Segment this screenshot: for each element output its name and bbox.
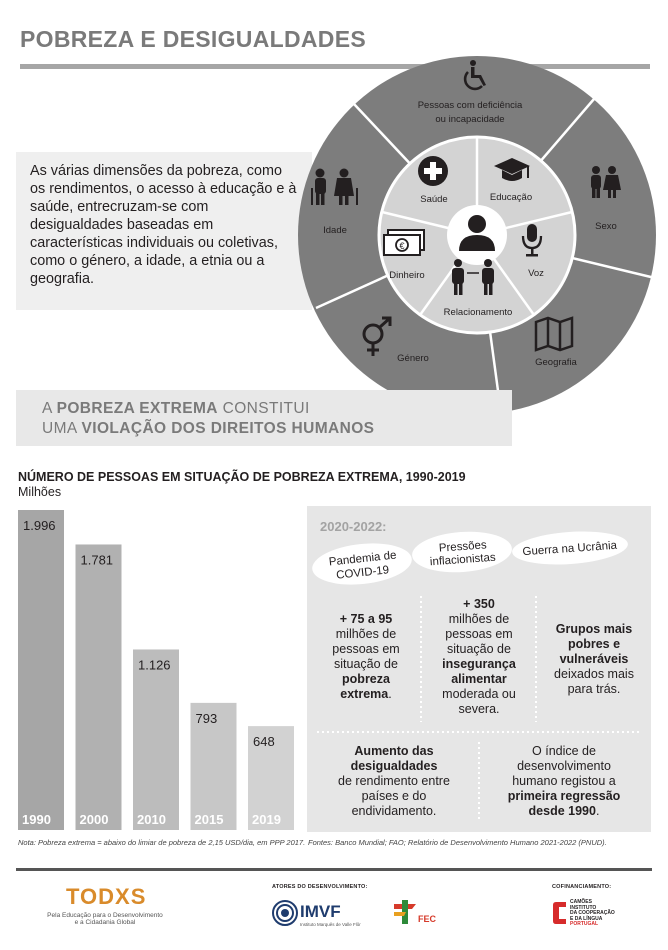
todxs-logo: TODXS	[66, 884, 147, 909]
category-label-2015: 2015	[194, 812, 224, 827]
wheel-label-relationship: Relacionamento	[443, 307, 513, 318]
imvf-logo-icon	[272, 900, 298, 926]
sources-note: Fontes: Banco Mundial; FAO; Relatório de Desenvolvimento Humano 2021-2022 (PNUD).	[308, 838, 607, 847]
stat-inequalities: Aumento das desigualdades de rendimento entre países e do endividamento.	[338, 744, 450, 818]
cofinancing-label: COFINANCIAMENTO:	[552, 884, 612, 890]
svg-text:€: €	[399, 241, 405, 251]
stat-hdi: O índice de desenvolvimento humano registou a primeira regressão desde 1990.	[507, 744, 621, 818]
value-label-2000: 1.781	[80, 552, 114, 568]
bubble-inflation-l2: inflacionistas	[429, 551, 497, 569]
banknote-icon	[384, 230, 424, 255]
intro-text: As várias dimensões da pobreza, como os rendimentos, o acesso à educação e à saúde, entrecruzam-se com desigualdades baseadas em características individuais ou coletivas, como o género, a idade, a etnia ou a geografia.	[30, 163, 297, 287]
page-title: POBREZA E DESIGUALDADES	[20, 26, 366, 52]
todxs-tagline: Pela Educação para o Desenvolvimento e a Cidadania Global	[47, 912, 163, 926]
bar-2010	[133, 649, 179, 830]
banner-line-2: UMA VIOLAÇÃO DOS DIREITOS HUMANOS	[42, 420, 375, 437]
camoes-logo-icon	[552, 900, 568, 926]
bubble-ukraine-l1: Guerra na Ucrânia	[522, 539, 618, 559]
stat-food-insecurity: + 350 milhões de pessoas em situação de insegurança alimentar moderada ou severa.	[442, 597, 516, 716]
stat-vulnerable-groups: Grupos mais pobres e vulneráveis deixados mais para trás.	[554, 622, 634, 696]
value-label-2010: 1.126	[138, 657, 171, 673]
bubble-inflation-l1: Pressões	[438, 539, 488, 555]
imvf-subtitle: Instituto Marquês de Valle Flôr	[300, 922, 361, 927]
imvf-logo-text: IMVF	[300, 902, 341, 921]
fec-logo-text: FEC	[418, 914, 436, 924]
bar-1990	[18, 510, 64, 830]
footer-divider	[16, 868, 652, 871]
wheel-label-voice: Voz	[528, 268, 544, 279]
category-label-2019: 2019	[252, 812, 281, 827]
chart-note: Nota: Pobreza extrema = abaixo do limiar de pobreza de 2,15 USD/dia, em PPP 2017.	[18, 838, 306, 847]
crisis-bubbles	[307, 530, 651, 590]
fec-logo-icon	[392, 896, 418, 926]
category-label-2010: 2010	[137, 812, 166, 827]
banner-line-1: A POBREZA EXTREMA CONSTITUI	[42, 400, 310, 417]
chart-title: NÚMERO DE PESSOAS EM SITUAÇÃO DE POBREZA EXTREMA, 1990-2019	[18, 470, 466, 484]
actors-label: ATORES DO DESENVOLVIMENTO:	[272, 884, 368, 890]
wheel-label-gender: Género	[397, 353, 429, 364]
wheel-label-sex: Sexo	[595, 221, 617, 232]
camoes-logo-text: CAMÕES INSTITUTO DA COOPERAÇÃO E DA LÍNGUA PORTUGAL	[570, 899, 615, 928]
wheel-label-money: Dinheiro	[389, 270, 425, 281]
wheel-label-age: Idade	[323, 225, 347, 236]
wheel-label-education: Educação	[489, 192, 533, 203]
dimensions-wheel	[296, 54, 658, 416]
bubble-covid-l2: COVID-19	[335, 564, 390, 582]
wheel-label-disability-1: Pessoas com deficiência	[417, 100, 523, 111]
category-label-2000: 2000	[79, 812, 109, 827]
chart-ylabel: Milhões	[18, 485, 62, 499]
health-cross-icon	[418, 156, 448, 186]
value-label-2019: 648	[253, 734, 275, 750]
bar-2000	[76, 544, 122, 830]
wheel-label-health: Saúde	[420, 194, 448, 205]
panel-period: 2020-2022:	[320, 519, 387, 534]
value-label-2015: 793	[195, 710, 218, 726]
bubble-covid-l1: Pandemia de	[328, 549, 398, 569]
category-label-1990: 1990	[22, 812, 51, 827]
extreme-poverty-bar-chart	[16, 500, 301, 830]
wheel-label-disability-2: ou incapacidade	[435, 114, 505, 125]
stat-poverty: + 75 a 95 milhões de pessoas em situação de pobreza extrema.	[332, 612, 400, 701]
value-label-1990: 1.996	[23, 518, 56, 533]
wheel-label-geography: Geografia	[535, 357, 577, 368]
